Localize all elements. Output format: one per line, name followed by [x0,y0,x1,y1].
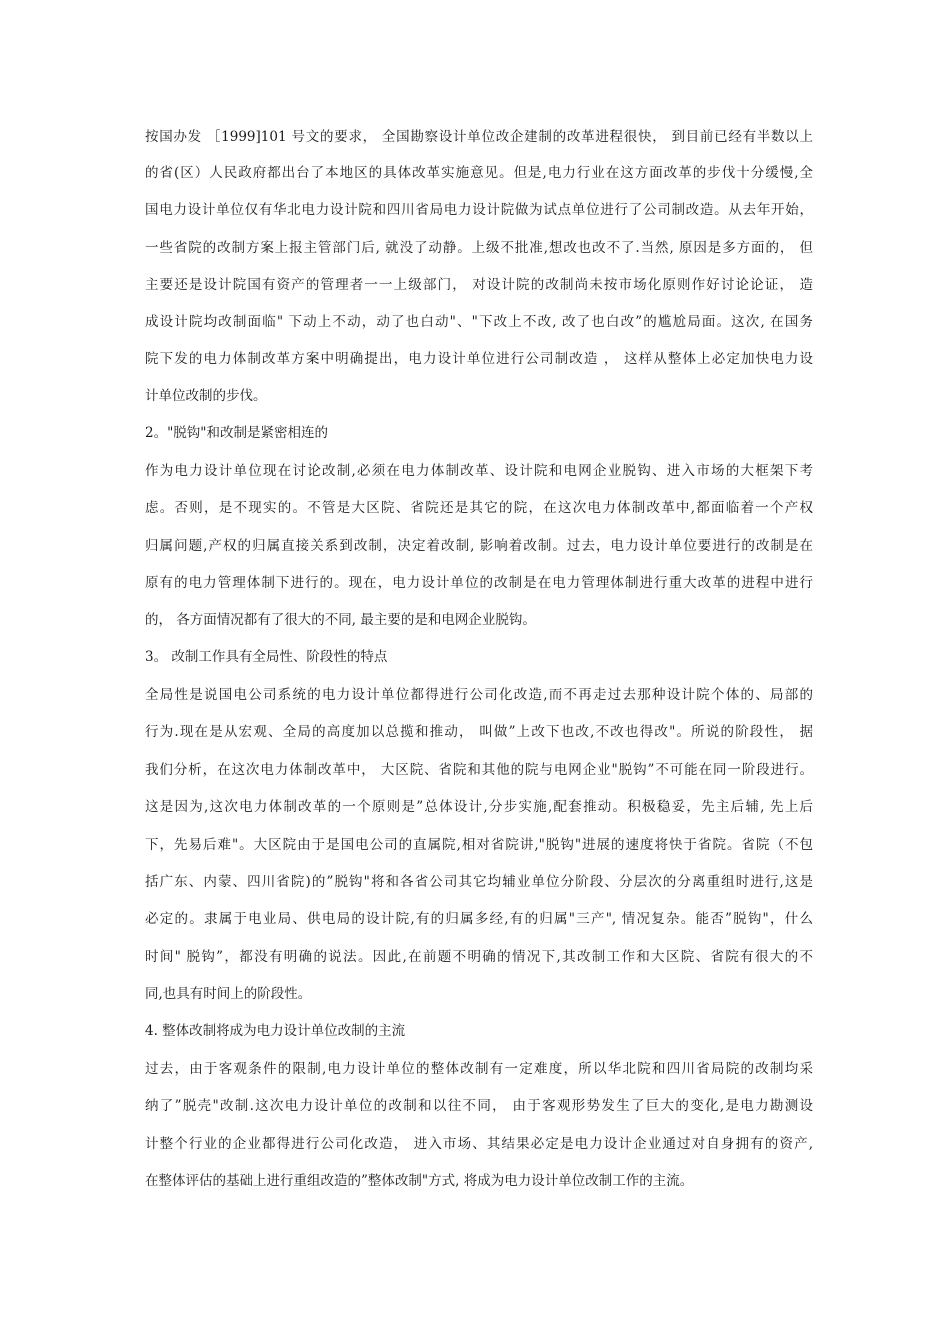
paragraph-1-line: 主要还是设计院国有资产的管理者一一上级部门， 对设计院的改制尚未按市场化原则作好讨论论证， 造 [145,277,813,293]
paragraph-1-line: 一些省院的改制方案上报主管部门后, 就没了动静。上级不批准,想改也改不了.当然, 原因是多方面的， 但 [145,240,813,256]
paragraph-1-line: 计单位改制的步伐。 [145,388,267,404]
section-heading-2: 2。"脱钩"和改制是紧密相连的 [145,425,329,441]
paragraph-4-line: 过去，由于客观条件的限制,电力设计单位的整体改制有一定难度，所以华北院和四川省局院的改制均采 [145,1061,813,1077]
paragraph-1-line: 成设计院均改制面临" 下动上不动，动了也白动"、"下改上不改, 改了也白改”的尴尬局面。这次, 在国务 [145,314,813,330]
paragraph-3-line: 下，先易后难"。大区院由于是国电公司的直属院,相对省院讲,"脱钩"进展的速度将快于省院。省院（不包 [145,837,813,853]
paragraph-3-line: 括广东、内蒙、四川省院)的”脱钩"将和各省公司其它均辅业单位分阶段、分层次的分离重组时进行,这是 [145,874,813,890]
paragraph-3-line: 时间" 脱钩”，都没有明确的说法。因此,在前题不明确的情况下,其改制工作和大区院、省院有很大的不 [145,949,813,965]
paragraph-2-line: 原有的电力管理体制下进行的。现在，电力设计单位的改制是在电力管理体制进行重大改革的进程中进行 [145,575,813,591]
paragraph-1-line: 国电力设计单位仅有华北电力设计院和四川省局电力设计院做为试点单位进行了公司制改造。从去年开始， [145,202,813,218]
paragraph-3-line: 全局性是说国电公司系统的电力设计单位都得进行公司化改造,而不再走过去那种设计院个体的、局部的 [145,687,813,703]
paragraph-3-line: 我们分析，在这次电力体制改革中， 大区院、省院和其他的院与电网企业"脱钩”不可能在同一阶段进行。 [145,762,813,778]
section-heading-4: 4. 整体改制将成为电力设计单位改制的主流 [145,1023,406,1039]
paragraph-1-line: 院下发的电力体制改革方案中明确提出，电力设计单位进行公司制改造 ， 这样从整体上必定加快电力设 [145,351,813,367]
paragraph-2-line: 归属问题,产权的归属直接关系到改制，决定着改制, 影响着改制。过去，电力设计单位要进行的改制是在 [145,538,813,554]
section-heading-3: 3。 改制工作具有全局性、阶段性的特点 [145,649,388,665]
paragraph-3-line: 同,也具有时间上的阶段性。 [145,986,312,1002]
paragraph-4-line: 在整体评估的基础上进行重组改造的”整体改制"方式, 将成为电力设计单位改制工作的主流。 [145,1173,694,1189]
paragraph-3-line: 必定的。隶属于电业局、供电局的设计院,有的归属多经,有的归属"三产", 情况复杂。能否”脱钩"，什么 [145,911,813,927]
paragraph-1-line: 的省(区）人民政府都出台了本地区的具体改革实施意见。但是,电力行业在这方面改革的步伐十分缓慢,全 [145,165,813,181]
paragraph-4-line: 计整个行业的企业都得进行公司化改造， 进入市场、其结果必定是电力设计企业通过对自身拥有的资产, [145,1136,813,1152]
paragraph-2-line: 作为电力设计单位现在讨论改制,必须在电力体制改革、设计院和电网企业脱钩、进入市场的大框架下考 [145,463,813,479]
paragraph-1-line: 按国办发 ［1999]101 号文的要求， 全国勘察设计单位改企建制的改革进程很快， 到目前已经有半数以上 [145,129,813,145]
paragraph-2-line: 虑。否则，是不现实的。不管是大区院、省院还是其它的院，在这次电力体制改革中,都面临着一个产权 [145,500,813,516]
paragraph-2-line: 的， 各方面情况都有了很大的不同, 最主要的是和电网企业脱钩。 [145,612,536,628]
paragraph-4-line: 纳了”脱壳"改制.这次电力设计单位的改制和以往不同， 由于客观形势发生了巨大的变化,是电力勘测设 [145,1098,813,1114]
paragraph-3-line: 这是因为,这次电力体制改革的一个原则是”总体设计,分步实施,配套推动。积极稳妥，先主后辅, 先上后 [145,799,813,815]
paragraph-3-line: 行为.现在是从宏观、全局的高度加以总揽和推动， 叫做”上改下也改,不改也得改"。所说的阶段性， 据 [145,724,813,740]
